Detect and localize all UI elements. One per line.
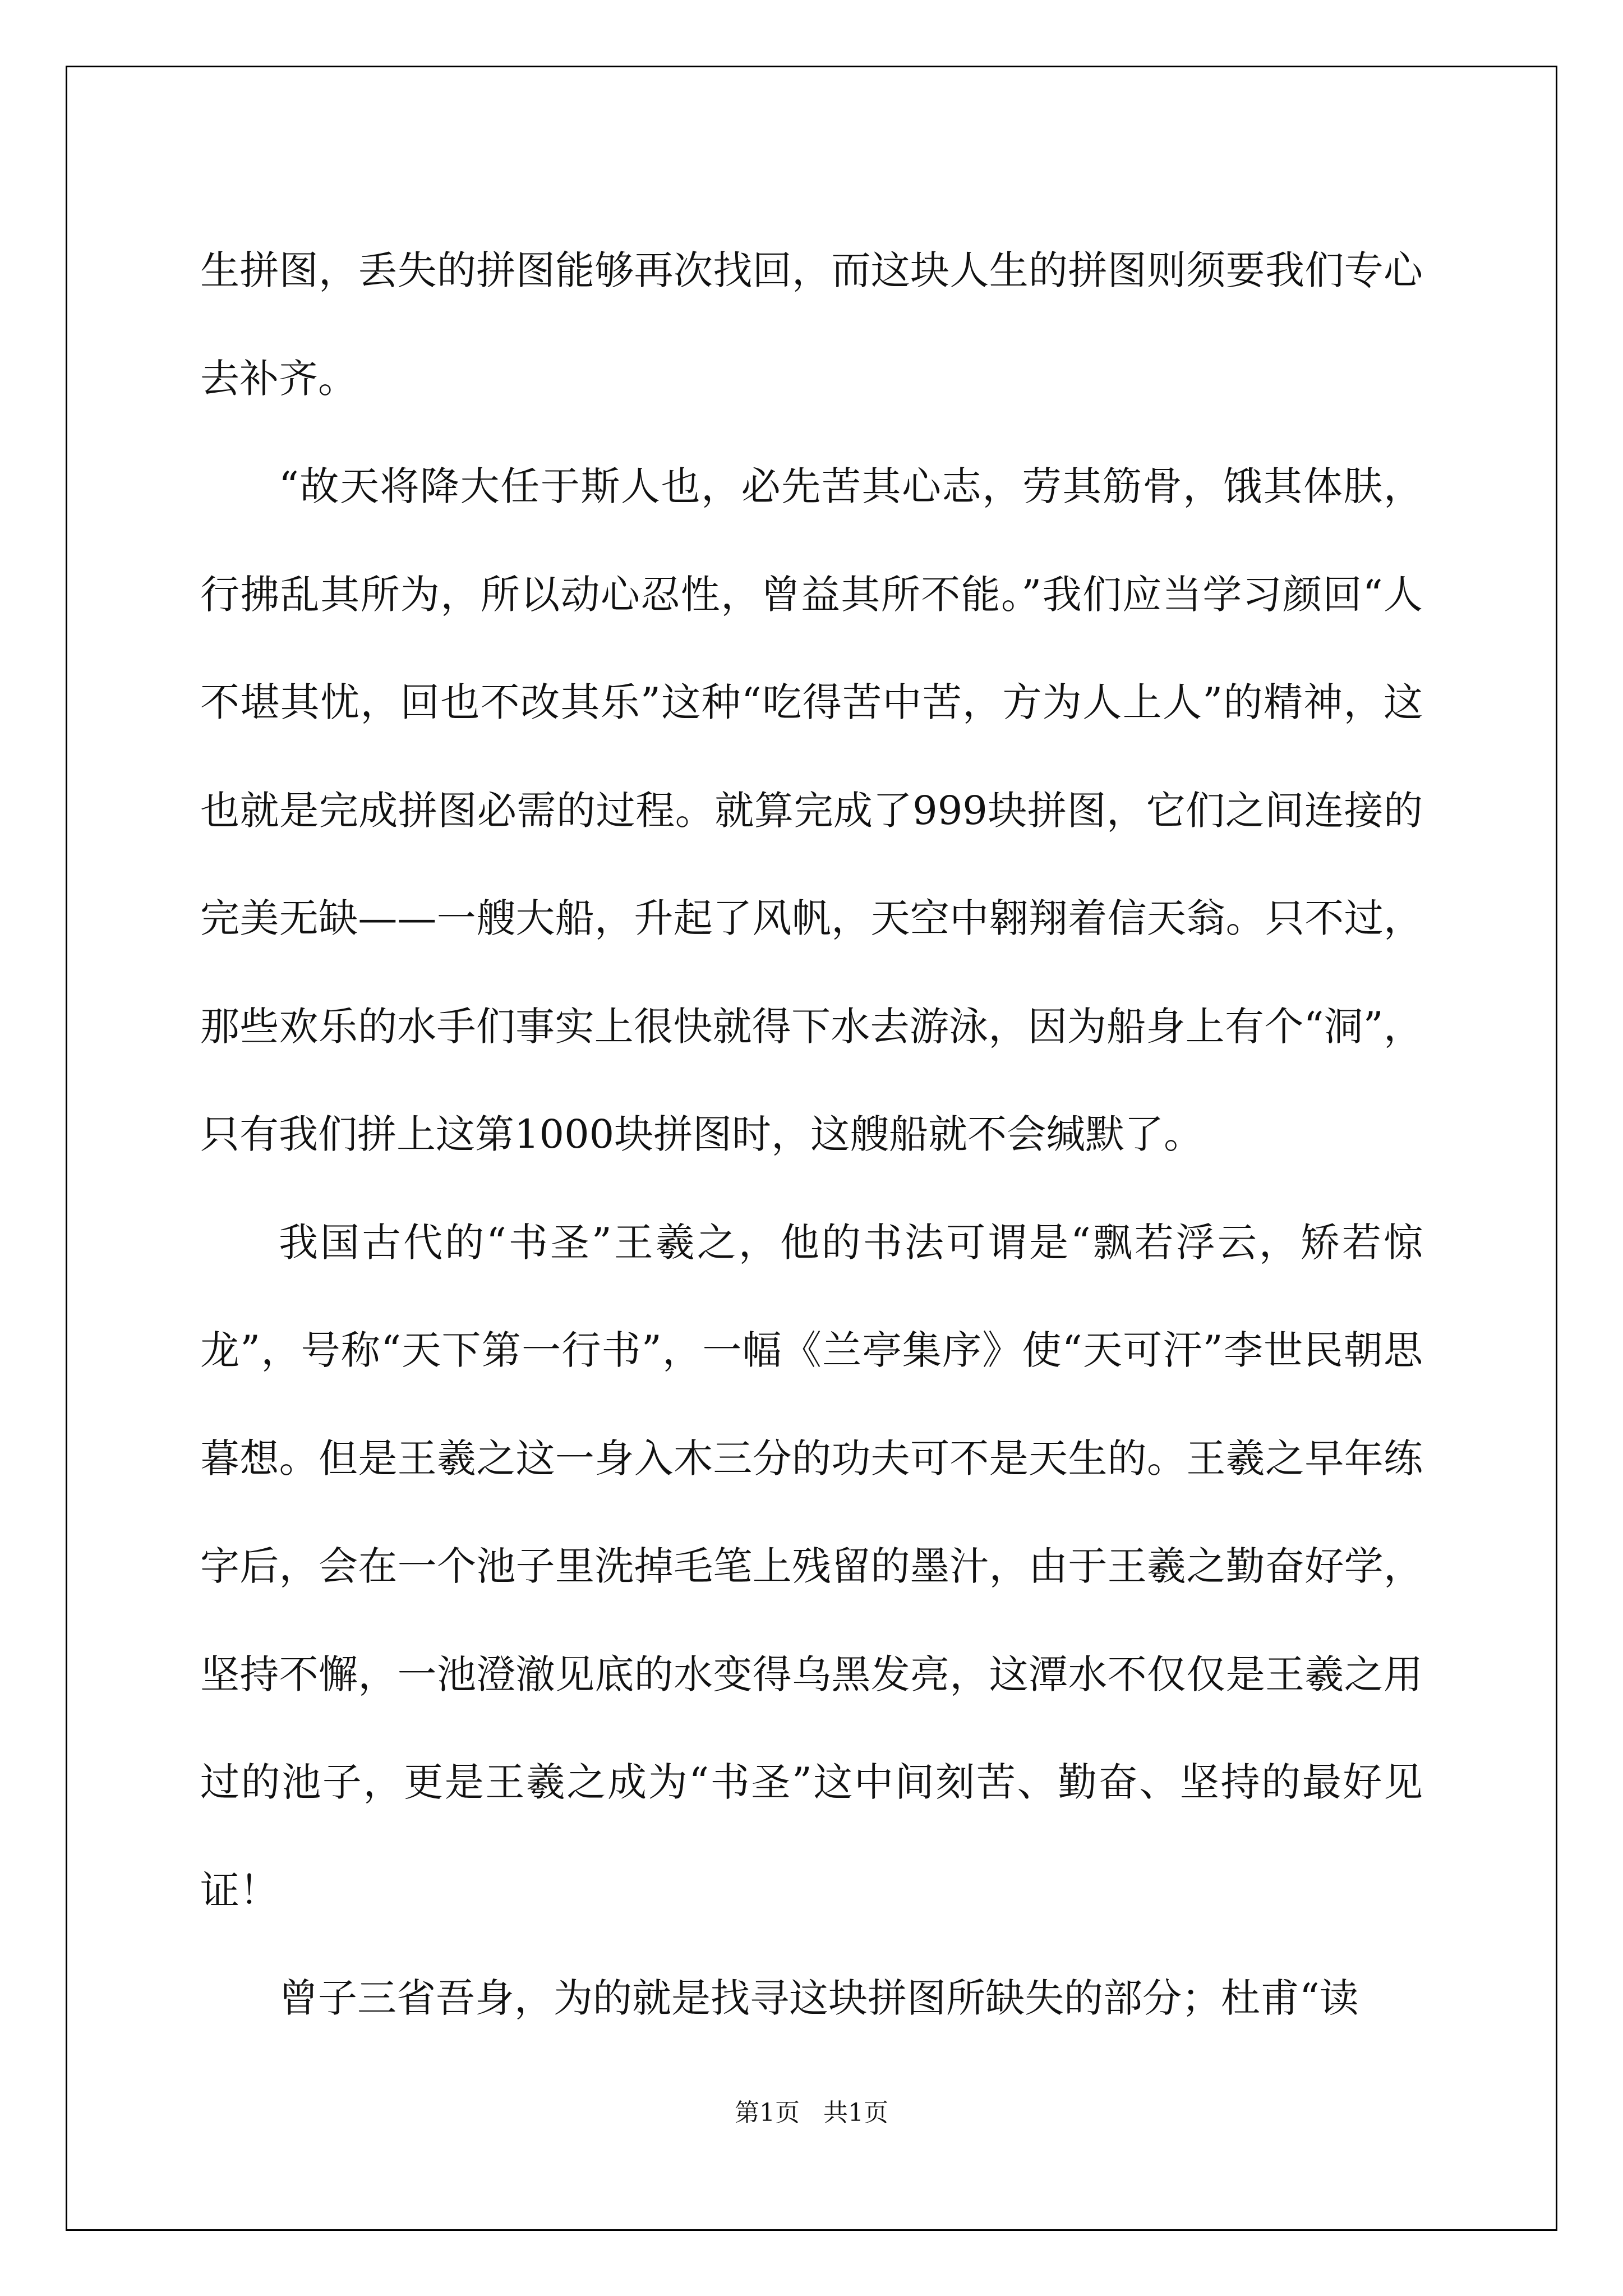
paragraph-zengzi: 曾子三省吾身，为的就是找寻这块拼图所缺失的部分；杜甫“读 [279,1975,1359,2021]
paragraph-wang-xizhi: 我国古代的“书圣”王羲之，他的书法可谓是“飘若浮云，矫若惊龙”，号称“天下第一行书”，一幅《兰亭集序》使“天可汗”李世民朝思暮想。但是王羲之这一身入木三分的功夫可不是天生的。王羲之早年练字后，会在一个池子里洗掉毛笔上残留的墨汁，由于王羲之勤奋好学，坚持不懈，一池澄澈见底的水变得乌黑发亮，这潭水不仅仅是王羲之用过的池子，更是王羲之成为“书圣”这中间刻苦、勤奋、坚持的最好见证！ [200,1219,1423,1913]
paragraph-continuation: 生拼图，丢失的拼图能够再次找回，而这块人生的拼图则须要我们专心去补齐。 [200,247,1423,402]
paragraph-mencius-quote: “故天将降大任于斯人也，必先苦其心志，劳其筋骨，饿其体肤，行拂乱其所为，所以动心忍性，曾益其所不能。”我们应当学习颜回“人不堪其忧，回也不改其乐”这种“吃得苦中苦，方为人上人”的精神，这也就是完成拼图必需的过程。就算完成了999块拼图，它们之间连接的完美无缺——一艘大船，升起了风帆，天空中翱翔着信天翁。只不过，那些欢乐的水手们事实上很快就得下水去游泳，因为船身上有个“洞”，只有我们拼上这第1000块拼图时，这艘船就不会缄默了。 [200,463,1423,1157]
document-body [200,217,1423,2053]
page-number-footer: 第1页 共1页 [735,2099,888,2127]
